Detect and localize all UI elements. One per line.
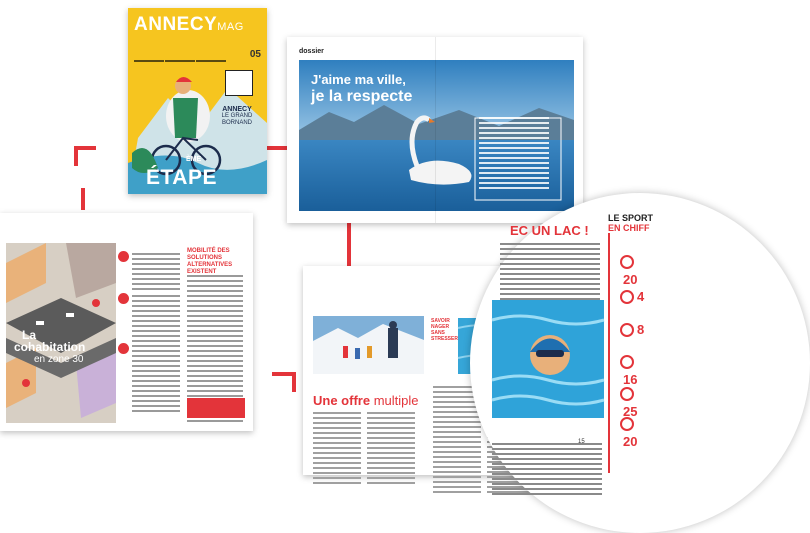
sport-icon bbox=[620, 387, 634, 401]
swimmer-photo bbox=[492, 300, 604, 418]
detail-magnifier bbox=[470, 193, 810, 533]
stat-item: 20 bbox=[620, 415, 650, 451]
page-fold bbox=[435, 37, 436, 223]
magazine-cover bbox=[128, 8, 267, 194]
stat-item: 25 bbox=[620, 385, 650, 421]
cohabitation-title-line1: La bbox=[22, 328, 37, 342]
sport-icon bbox=[620, 255, 634, 269]
issue-number: 05 bbox=[249, 49, 261, 60]
cover-teasers bbox=[134, 49, 234, 63]
masthead-text: ANNECY bbox=[134, 14, 218, 35]
connector-line bbox=[74, 146, 96, 150]
cover-headline-suffix: ÈME bbox=[186, 156, 202, 163]
cohabitation-title-line3: en zone 30 bbox=[34, 354, 84, 365]
stat-item: 16 bbox=[620, 353, 650, 389]
detail-text bbox=[492, 443, 602, 498]
dossier-title: J'aime ma ville, je la respecte bbox=[311, 72, 413, 105]
mobility-headline: MOBILITÉ DES SOLUTIONS ALTERNATIVES EXISTENT bbox=[187, 248, 233, 275]
cohabitation-title-line2: cohabitation bbox=[14, 340, 86, 354]
text-column bbox=[367, 412, 415, 487]
page-number: 15 bbox=[578, 439, 585, 445]
lac-heading: EC UN LAC ! bbox=[510, 223, 589, 238]
sport-icon bbox=[620, 290, 634, 304]
stats-title: LE SPORT EN CHIFF bbox=[608, 213, 654, 233]
contact-box bbox=[187, 398, 245, 418]
connector-line bbox=[272, 372, 292, 376]
text-column bbox=[313, 412, 361, 487]
cover-headline: ÉTAPE bbox=[146, 166, 217, 189]
cover-masthead bbox=[134, 14, 244, 36]
trophy-icon bbox=[620, 417, 634, 431]
side-headline: SAVOIR NAGER SANS STRESSER bbox=[431, 318, 458, 342]
annecy-logo: ANNECY LE GRAND BORNAND bbox=[221, 106, 253, 126]
sport-icon bbox=[620, 323, 634, 337]
column-rule bbox=[608, 233, 610, 473]
section-badge bbox=[118, 293, 129, 304]
section-badge bbox=[118, 251, 129, 262]
section-label: dossier bbox=[299, 48, 324, 55]
stat-item: 4 bbox=[620, 288, 650, 306]
sport-headline: Une offre multiple bbox=[313, 393, 419, 408]
cohabitation-spread bbox=[0, 213, 253, 431]
stat-item: 8 bbox=[620, 321, 650, 339]
sport-icon bbox=[620, 355, 634, 369]
tour-de-france-logo bbox=[225, 70, 253, 96]
text-column bbox=[132, 345, 180, 415]
connector-line bbox=[292, 372, 296, 392]
text-column bbox=[132, 253, 180, 293]
masthead-suffix: MAG bbox=[217, 21, 244, 33]
connector-line bbox=[81, 188, 85, 210]
ski-photo bbox=[313, 316, 424, 374]
intro-text bbox=[479, 117, 549, 192]
stat-item: 20 bbox=[620, 253, 650, 289]
dossier-spread bbox=[287, 37, 583, 223]
section-badge bbox=[118, 343, 129, 354]
text-column bbox=[132, 295, 180, 345]
